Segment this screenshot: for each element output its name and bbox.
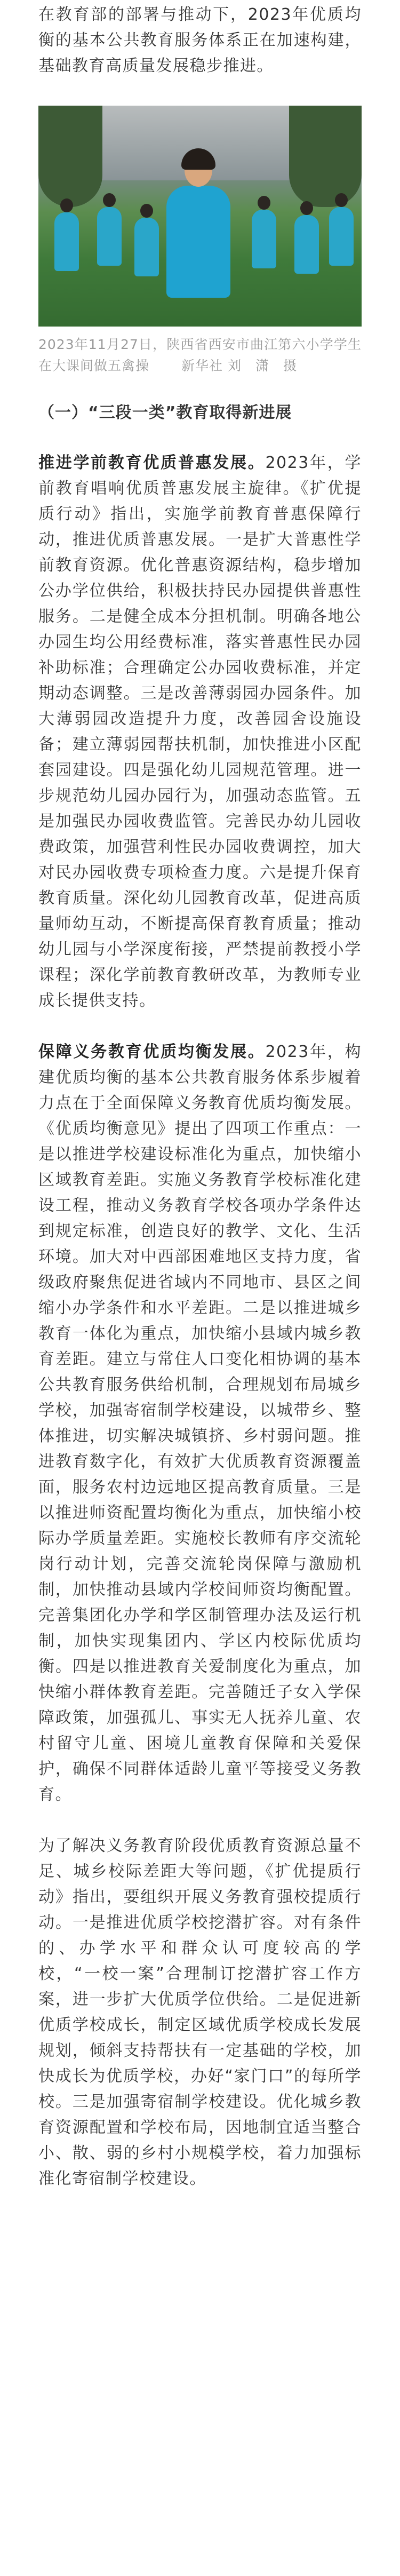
paragraph-body: 2023年，构建优质均衡的基本公共教育服务体系步履着力点在于全面保障义务教育优质均衡发展。《优质均衡意见》提出了四项工作重点：一是以推进学校建设标准化为重点，加快缩小区域教育差距。实施义务教育学校标准化建设工程，推动义务教育学校各项办学条件达到规定标准，创造良好的教学、文化、生活环境。加大对中西部困难地区支持力度，省级政府聚焦促进省域内不同地市、县区之间缩小办学条件和水平差距。二是以推进城乡教育一体化为重点，加快缩小县域内城乡教育差距。建立与常住人口变化相协调的基本公共教育服务供给机制，合理规划布局城乡学校，加强寄宿制学校建设，以城带乡、整体推进，切实解决城镇挤、乡村弱问题。推进教育数字化，有效扩大优质教育资源覆盖面，服务农村边远地区提高教育质量。三是以推进师资配置均衡化为重点，加快缩小校际办学质量差距。实施校长教师有序交流轮岗行动计划，完善交流轮岗保障与激励机制，加快推动县域内学校间师资均衡配置。完善集团化办学和学区制管理办法及运行机制，加快实现集团内、学区内校际优质均衡。四是以推进教育关爱制度化为重点，加快缩小群体教育差距。完善随迁子女入学保障政策，加强孤儿、事实无人抚养儿童、农村留守儿童、困境儿童教育保障和关爱保护，确保不同群体适龄儿童平等接受义务教育。 — [38, 1043, 362, 1804]
section-title: （一）“三段一类”教育取得新进展 — [38, 403, 292, 422]
paragraph-quality-schools — [38, 1833, 362, 2192]
caption-text: 2023年11月27日，陕西省西安市曲江第六小学学生在大课间做五禽操 — [38, 337, 362, 373]
paragraph-body: 2023年，学前教育唱响优质普惠发展主旋律。《扩优提质行动》指出，实施学前教育普惠保障行动，推进优质普惠发展。一是扩大普惠性学前教育资源。优化普惠资源结构，稳步增加公办学位供给，积极扶持民办园提供普惠性服务。二是健全成本分担机制。明确各地公办园生均公用经费标准，落实普惠性民办园补助标准；合理确定公办园收费标准，并定期动态调整。三是改善薄弱园办园条件。加大薄弱园改造提升力度，改善园舍设施设备；建立薄弱园帮扶机制，加快推进小区配套园建设。四是强化幼儿园规范管理。进一步规范幼儿园办园行为，加强动态监管。五是加强民办园收费监管。完善民办幼儿园收费政策，加强营利性民办园收费调控，加大对民办园收费专项检查力度。六是提升保育教育质量。深化幼儿园教育改革，促进高质量师幼互动，不断提高保育教育质量；推动幼儿园与小学深度衔接，严禁提前教授小学课程；深化学前教育教研改革，为教师专业成长提供支持。 — [38, 454, 362, 1010]
caption-author: 刘 潇 摄 — [227, 358, 297, 373]
paragraph-lead: 推进学前教育优质普惠发展。 — [38, 454, 266, 472]
paragraph-compulsory — [38, 1039, 362, 1808]
students-exercising-photo — [38, 106, 362, 327]
caption-source: 新华社 — [181, 358, 223, 373]
paragraph-preschool — [38, 450, 362, 1014]
intro-paragraph: 在教育部的部署与推动下，2023年优质均衡的基本公共教育服务体系正在加速构建，基础教育高质量发展稳步推进。 — [38, 5, 362, 75]
paragraph-body: 为了解决义务教育阶段优质教育资源总量不足、城乡校际差距大等问题，《扩优提质行动》指出，要组织开展义务教育强校提质行动。一是推进优质学校挖潜扩容。对有条件的、办学水平和群众认可度较高的学校，“一校一案”合理制订挖潜扩容工作方案，进一步扩大优质学位供给。二是促进新优质学校成长，制定区域优质学校成长发展规划，倾斜支持帮扶有一定基础的学校，加快成长为优质学校，办好“家门口”的每所学校。三是加强寄宿制学校建设。优化城乡教育资源配置和学校布局，因地制宜适当整合小、散、弱的乡村小规模学校，着力加强标准化寄宿制学校建设。 — [38, 1836, 362, 2188]
paragraph-lead: 保障义务教育优质均衡发展。 — [38, 1043, 266, 1061]
photo-caption — [38, 334, 362, 377]
